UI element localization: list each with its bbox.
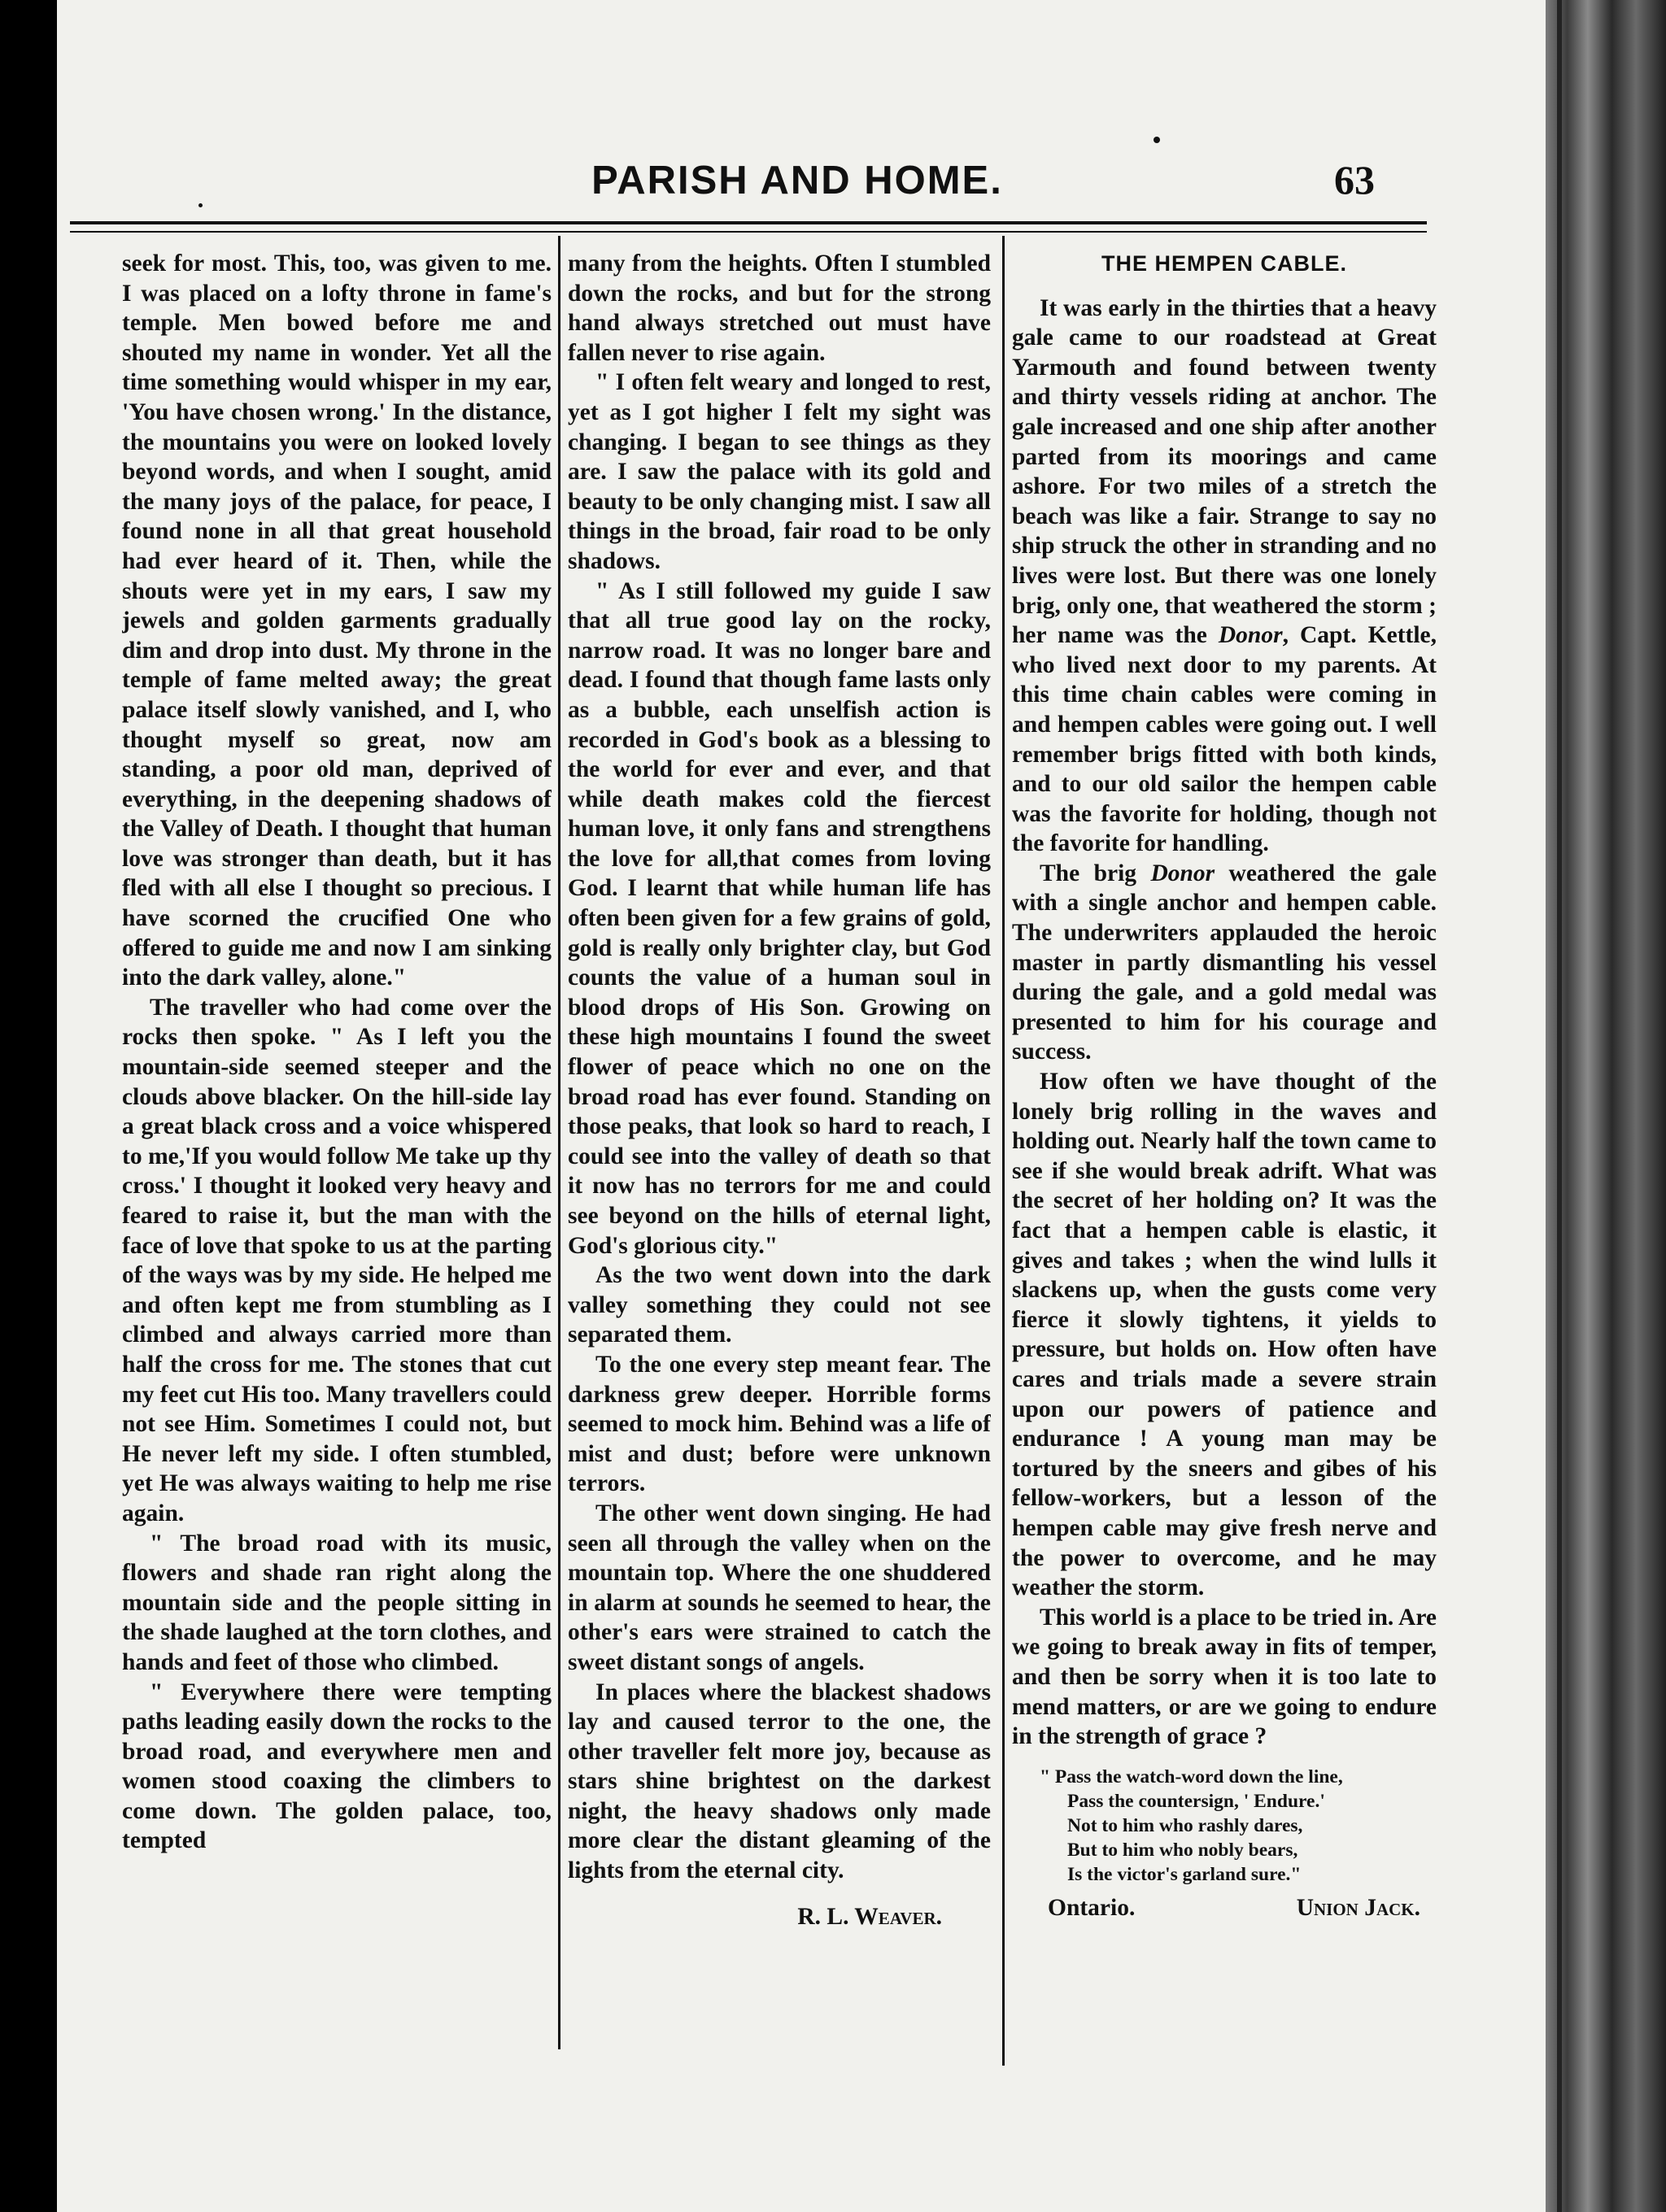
paragraph-text: It was early in the thirties that a heavy gale came to our roadstead at Great Yarmouth and found between twenty and thirty vessels riding at anchor. The gale increased and one ship after another parted from its moorings and came ashore. For two miles of a stretch the beach was like a fair. Strange to say no ship struck the other in stranding and no lives were lost. But there was one lonely brig, only one, that weathered the storm ; her name was the [1012, 294, 1437, 649]
paragraph: " The broad road with its music, flowers and shade ran right along the mountain side and the people sitting in the shade laughed at the torn clothes, and hands and feet of those who climbed. [122, 1530, 552, 1675]
paragraph: many from the heights. Often I stumbled down the rocks, and but for the strong hand always stretched out must have fallen never to rise again. [568, 250, 991, 366]
page-title: PARISH AND HOME. [591, 159, 1003, 202]
paragraph: " As I still followed my guide I saw that all true good lay on the rocky, narrow road. It was no longer bare and dead. I found that though fame lasts only as a bubble, each unselfish action is recorded in God's book as a blessing to the world for ever and ever, and that while death makes cold the fiercest human love, it only fans and strengthens the love for all,that comes from loving God. I learnt that while human life has often been given for a few grains of gold, gold is really only brighter clay, but God counts the value of a human soul in blood drops of His Son. Growing on these high mountains I found the sweet flower of peace which no one on the broad road has ever found. Standing on those peaks, that look so hard to reach, I could see into the valley of death so that it now has no terrors for me and could see beyond on the hills of eternal light, God's glorious city." [568, 577, 991, 1259]
article-signoff [1012, 1893, 1437, 1923]
header-rule-thin [70, 231, 1427, 233]
page-number: 63 [1334, 157, 1375, 202]
signoff-author: Union Jack. [1296, 1894, 1420, 1921]
article-heading: THE HEMPEN CABLE. [1101, 251, 1348, 276]
paragraph: As the two went down into the dark valley something they could not see separated them. [568, 1262, 991, 1348]
paragraph: seek for most. This, too, was given to me. I was placed on a lofty throne in fame's temple. Men bowed before me and shouted my name in wonder. Yet all the time something would whisper in my ear, 'You have chosen wrong.' In the distance, the mountains you were on looked lovely beyond words, and when I sought, amid the many joys of the palace, for peace, I found none in all that great household had ever heard of it. Then, while the shouts were yet in my ears, I saw my jewels and golden garments gradually dim and drop into dust. My throne in the temple of fame melted away; the great palace itself slowly vanished, and I, who thought myself so great, now am standing, a poor old man, deprived of everything, in the deepening shadows of the Valley of Death. I thought that human love was stronger than death, but it has fled with all else I thought so precious. I have scorned the crucified One who offered to guide me and now I am sinking into the dark valley, alone." [122, 250, 552, 991]
book-edge [1546, 0, 1666, 2212]
paragraph [1012, 859, 1437, 1067]
column-2 [568, 249, 991, 2070]
ship-name: Donor [1218, 622, 1283, 649]
ink-speck [198, 203, 203, 207]
paragraph-text: The brig [1040, 860, 1137, 886]
header-rule [70, 221, 1427, 224]
ink-speck [1154, 137, 1160, 143]
paragraph-text: , Capt. Kettle, who lived next door to my parents. At this time chain cables were coming in and hempen cables were going out. I well remember brigs fitted with both kinds, and to our old sailor the hempen cable was the favorite for holding, though not the favorite for handling. [1012, 622, 1437, 857]
poem-line: But to him who nobly bears, [1067, 1839, 1298, 1861]
poem [1040, 1765, 1437, 1887]
article-signature: R. L. Weaver. [797, 1903, 942, 1930]
paragraph: In places where the blackest shadows lay and caused terror to the one, the other traveller felt more joy, because as stars shine brightest on the darkest night, the heavy shadows only made more clear the distant gleaming of the lights from the eternal city. [568, 1679, 991, 1884]
paragraph: To the one every step meant fear. The darkness grew deeper. Horrible forms seemed to mock him. Behind was a life of mist and dust; before were unknown terrors. [568, 1351, 991, 1497]
paragraph-text: weathered the gale with a single anchor and hempen cable. The underwriters applauded the heroic master in partly dismantling his vessel during the gale, and a gold medal was presented to him for his courage and success. [1012, 860, 1437, 1065]
paragraph: The other went down singing. He had seen all through the valley when on the mountain top. Where the one shuddered in alarm at sounds he seemed to hear, the other's ears were strained to catch the sweet distant songs of angels. [568, 1500, 991, 1675]
paragraph: How often we have thought of the lonely brig rolling in the waves and holding out. Nearly half the town came to see if she would break adrift. What was the secret of her holding on? It was the fact that a hempen cable is elastic, it gives and takes ; when the wind lulls it slackens up, when the gusts come very fierce it slowly tightens, it yields to pressure, but holds on. How often have cares and trials made a severe strain upon our powers of patience and endurance ! A young man may be tortured by the sneers and gibes of his fellow-workers, but a lesson of the hempen cable may give fresh nerve and the power to overcome, and he may weather the storm. [1012, 1069, 1437, 1601]
poem-line: " Pass the watch-word down the line, [1040, 1766, 1343, 1787]
poem-line: Not to him who rashly dares, [1067, 1814, 1303, 1836]
book-edge-shadow [1557, 0, 1562, 2212]
signoff-place: Ontario. [1048, 1894, 1136, 1921]
paragraph: " I often felt weary and longed to rest, yet as I got higher I felt my sight was changing. I began to see things as they are. I saw the palace with its gold and beauty to be only changing mist. I saw all things in the broad, fair road to be only shadows. [568, 369, 991, 574]
poem-line: Is the victor's garland sure." [1067, 1863, 1302, 1885]
poem-line: Pass the countersign, ' Endure.' [1067, 1790, 1325, 1812]
paragraph: The traveller who had come over the rocks then spoke. " As I left you the mountain-side seemed steeper and the clouds above blacker. On the hill-side lay a great black cross and a voice whispered to me,'If you would follow Me take up thy cross.' I thought it looked very heavy and feared to raise it, but the man with the face of love that spoke to us at the parting of the ways was by my side. He helped me and often kept me from stumbling as I climbed and always carried more than half the cross for me. The stones that cut my feet cut His too. Many travellers could not see Him. Sometimes I could not, but He never left my side. I often stumbled, yet He was always waiting to help me rise again. [122, 994, 552, 1526]
column-divider [558, 236, 560, 2049]
paragraph [1012, 294, 1437, 859]
column-3 [1012, 249, 1437, 2070]
column-divider [1002, 236, 1005, 2066]
ship-name: Donor [1150, 860, 1215, 886]
column-1 [122, 249, 552, 2070]
paragraph: This world is a place to be tried in. Are we going to break away in fits of temper, and then be sorry when it is too late to mend matters, or are we going to endure in the strength of grace ? [1012, 1604, 1437, 1750]
paragraph: " Everywhere there were tempting paths leading easily down the rocks to the broad road, and everywhere men and women stood coaxing the climbers to come down. The golden palace, too, tempted [122, 1679, 552, 1854]
